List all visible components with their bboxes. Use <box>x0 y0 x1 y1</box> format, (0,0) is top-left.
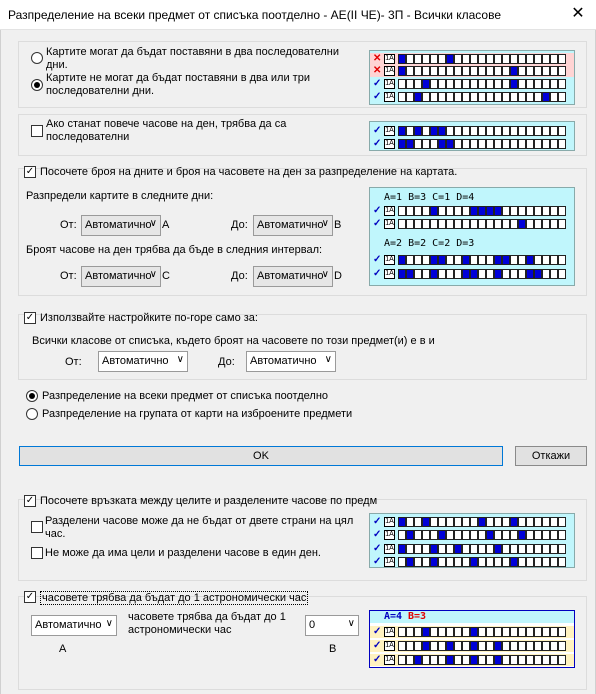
consecutive-hours-checkbox[interactable] <box>31 125 43 137</box>
accept-icon: ✓ <box>373 543 382 554</box>
hours-to-label: До: <box>231 270 248 282</box>
preview-b-value: B=3 <box>408 611 427 622</box>
chevron-down-icon: ∨ <box>176 354 184 365</box>
chevron-down-icon: ∨ <box>347 618 355 629</box>
period-cells <box>398 126 566 136</box>
class-icon: 1A <box>385 207 394 214</box>
preview-a-value: A=4 <box>384 611 403 622</box>
preview-caption: A=1 B=3 C=1 D=4 <box>384 192 475 203</box>
window-title: Разпределение на всеки предмет от списъка поотделно - АЕ(ІІ ЧЕ)- 3П - Всички класове <box>8 8 502 22</box>
astro-hour-checkbox[interactable]: ✓ <box>25 591 35 602</box>
preview-row <box>370 65 574 77</box>
apply-from-select[interactable]: Автоматично ∨ <box>98 351 188 372</box>
astro-b-select[interactable]: 0 ∨ <box>305 615 359 636</box>
period-cells <box>398 92 566 102</box>
class-icon: 1A <box>385 545 394 552</box>
hours-from-label: От: <box>60 270 77 282</box>
class-icon: 1A <box>385 80 394 87</box>
apply-from-label: От: <box>65 356 82 368</box>
preview-row <box>370 640 574 652</box>
class-icon: 1A <box>385 55 394 62</box>
accept-icon: ✓ <box>373 138 382 149</box>
period-cells <box>398 54 566 64</box>
days-to-select[interactable]: Автоматично ∨ <box>253 215 333 236</box>
preview-row <box>370 529 574 541</box>
class-icon: 1A <box>385 531 394 538</box>
apply-to-select[interactable]: Автоматично ∨ <box>246 351 336 372</box>
days-from-label: От: <box>60 219 77 231</box>
close-icon[interactable]: ✕ <box>571 5 585 22</box>
preview-row <box>370 254 574 266</box>
accept-icon: ✓ <box>373 218 382 229</box>
days-from-select[interactable]: Автоматично ∨ <box>81 215 161 236</box>
preview-astro <box>369 610 575 668</box>
class-icon: 1A <box>385 93 394 100</box>
astro-hour-label: часовете трябва да бъдат до 1 астрономически час <box>42 592 307 604</box>
accept-icon: ✓ <box>373 516 382 527</box>
radio-each-subject[interactable] <box>26 390 38 402</box>
hours-from-select[interactable]: Автоматично ∨ <box>81 266 161 287</box>
preview-caption: A=2 B=2 C=2 D=3 <box>384 238 475 249</box>
period-cells <box>398 544 566 554</box>
period-cells <box>398 641 566 651</box>
radio-each-subject-label: Разпределение на всеки предмет от списъка поотделно <box>42 390 329 402</box>
dialog-body <box>0 30 596 694</box>
accept-icon: ✓ <box>373 125 382 136</box>
accept-icon: ✓ <box>373 529 382 540</box>
accept-icon: ✓ <box>373 556 382 567</box>
title-bar <box>0 0 596 30</box>
preview-row <box>370 91 574 103</box>
period-cells <box>398 79 566 89</box>
preview-split <box>369 513 575 568</box>
accept-icon: ✓ <box>373 268 382 279</box>
letter-d: D <box>334 270 342 282</box>
astro-a-select[interactable]: Автоматично ∨ <box>31 615 117 636</box>
radio-no-consecutive-days-label: Картите не могат да бъдат поставяни в два или три последователни дни. <box>46 72 310 97</box>
period-cells <box>398 530 566 540</box>
letter-b: B <box>334 219 342 231</box>
preview-row <box>370 543 574 555</box>
period-cells <box>398 139 566 149</box>
preview-row <box>370 205 574 217</box>
no-mixed-label: Не може да има цели и разделени часове в един ден. <box>45 547 321 559</box>
accept-icon: ✓ <box>373 640 382 651</box>
split-hours-checkbox[interactable]: ✓ <box>25 495 35 506</box>
ok-button[interactable]: OK <box>19 446 503 466</box>
split-sides-label: Разделени часове може да не бъдат от двете страни на цял час. <box>45 515 354 540</box>
letter-c: C <box>162 270 170 282</box>
accept-icon: ✓ <box>373 91 382 102</box>
class-icon: 1A <box>385 558 394 565</box>
period-cells <box>398 206 566 216</box>
class-icon: 1A <box>385 256 394 263</box>
class-icon: 1A <box>385 127 394 134</box>
days-hours-label: Посочете броя на дните и броя на часовете на ден за разпределение на картата. <box>40 166 458 178</box>
preview-row <box>370 268 574 280</box>
preview-row <box>370 654 574 666</box>
class-icon: 1A <box>385 642 394 649</box>
reject-icon: ✕ <box>373 53 382 64</box>
preview-hours <box>369 121 575 151</box>
accept-icon: ✓ <box>373 254 382 265</box>
hours-to-select[interactable]: Автоматично ∨ <box>253 266 333 287</box>
split-sides-checkbox[interactable] <box>31 521 43 533</box>
apply-only-checkbox[interactable]: ✓ <box>25 312 35 323</box>
astro-middle-text: часовете трябва да бъдат до 1 астрономически час <box>128 611 286 636</box>
consecutive-hours-label: Ако станат повече часове на ден, трябва да са последователни <box>46 118 287 143</box>
hours-label: Броят часове на ден трябва да бъде в следния интервал: <box>26 244 323 256</box>
preview-row <box>370 626 574 638</box>
cancel-button[interactable]: Откажи <box>515 446 587 466</box>
chevron-down-icon: ∨ <box>321 269 329 280</box>
days-to-label: До: <box>231 219 248 231</box>
accept-icon: ✓ <box>373 78 382 89</box>
class-icon: 1A <box>385 67 394 74</box>
radio-no-consecutive-days[interactable] <box>31 79 43 91</box>
letter-a: A <box>162 219 170 231</box>
class-icon: 1A <box>385 140 394 147</box>
preview-row <box>370 138 574 150</box>
class-icon: 1A <box>385 628 394 635</box>
period-cells <box>398 557 566 567</box>
accept-icon: ✓ <box>373 205 382 216</box>
class-icon: 1A <box>385 656 394 663</box>
period-cells <box>398 255 566 265</box>
apply-to-label: До: <box>218 356 235 368</box>
period-cells <box>398 219 566 229</box>
chevron-down-icon: ∨ <box>321 218 329 229</box>
period-cells <box>398 66 566 76</box>
radio-group-cards-label: Разпределение на групата от карти на изброените предмети <box>42 408 353 420</box>
radio-two-consecutive-days-label: Картите могат да бъдат поставяни в два последователни дни. <box>46 46 339 71</box>
chevron-down-icon: ∨ <box>105 618 113 629</box>
no-mixed-checkbox[interactable] <box>31 547 43 559</box>
split-hours-label: Посочете връзката между целите и разделените часове по предм <box>40 495 378 507</box>
preview-days-hours <box>369 187 575 286</box>
class-icon: 1A <box>385 518 394 525</box>
chevron-down-icon: ∨ <box>149 269 157 280</box>
preview-row <box>370 218 574 230</box>
accept-icon: ✓ <box>373 626 382 637</box>
radio-group-cards[interactable] <box>26 408 38 420</box>
class-icon: 1A <box>385 220 394 227</box>
apply-only-desc: Всички класове от списъка, където броят на часовете по този предмет(и) е в и <box>32 335 435 347</box>
chevron-down-icon: ∨ <box>324 354 332 365</box>
radio-two-consecutive-days[interactable] <box>31 52 43 64</box>
apply-only-label: Използвайте настройките по-горе само за: <box>40 312 258 324</box>
period-cells <box>398 655 566 665</box>
preview-row <box>370 556 574 568</box>
letter-a: A <box>59 643 67 655</box>
period-cells <box>398 269 566 279</box>
class-icon: 1A <box>385 270 394 277</box>
period-cells <box>398 627 566 637</box>
letter-b: B <box>329 643 337 655</box>
preview-row <box>370 125 574 137</box>
preview-consecutive <box>369 50 575 105</box>
preview-row <box>370 516 574 528</box>
period-cells <box>398 517 566 527</box>
accept-icon: ✓ <box>373 654 382 665</box>
preview-row <box>370 78 574 90</box>
chevron-down-icon: ∨ <box>149 218 157 229</box>
preview-row <box>370 53 574 65</box>
days-label: Разпредели картите в следните дни: <box>26 190 214 202</box>
days-hours-checkbox[interactable]: ✓ <box>25 166 35 177</box>
reject-icon: ✕ <box>373 65 382 76</box>
